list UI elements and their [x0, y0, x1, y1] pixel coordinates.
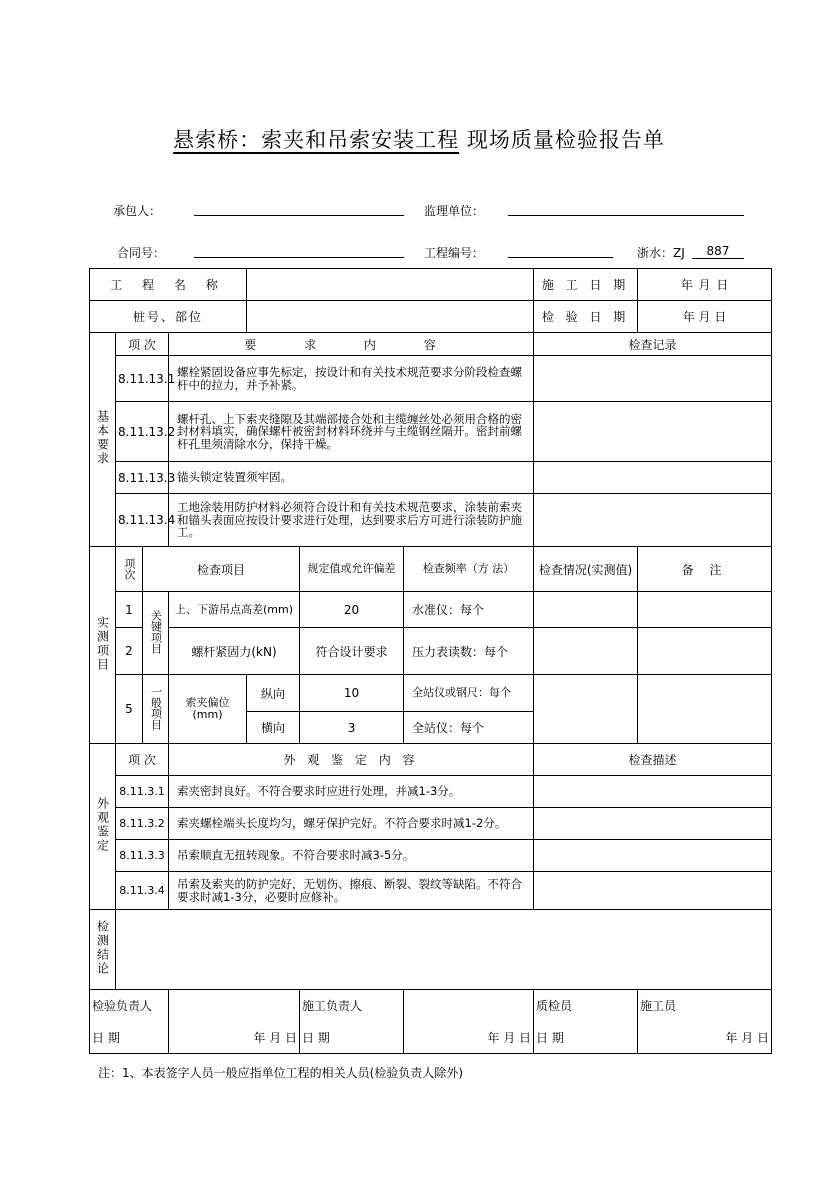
basic-section-label [90, 333, 116, 547]
basic-col-record: 检查记录 [534, 333, 772, 356]
measured-col-spec: 规定值或允许偏差 [300, 547, 404, 592]
basic-row-no: 8.11.13.3 [116, 462, 169, 494]
appearance-row-text: 吊索及索夹的防护完好，无划伤、擦痕、断裂、裂纹等缺陷。不符合要求时减1-3分，必要时应修补。 [169, 872, 534, 910]
basic-row-record[interactable] [534, 356, 772, 402]
sig-date-label: 日 期 [300, 1022, 404, 1054]
inspection-table [89, 268, 772, 1054]
sig-worker-label [638, 990, 772, 1022]
contract-no-field[interactable] [194, 257, 404, 258]
measured-row-sub: 纵向 [247, 675, 300, 712]
supervisor-label: 监理单位： [424, 204, 485, 218]
appearance-col-desc: 检查描述 [534, 744, 772, 776]
measured-row-freq: 全站仪或钢尺：每个 [404, 675, 534, 712]
measured-row-freq: 水准仪：每个 [404, 592, 534, 628]
conclusion-text: 检测结论 [95, 920, 110, 976]
basic-col-content: 要 求 内 容 [169, 333, 534, 356]
basic-section-text: 基本要求 [95, 410, 110, 466]
appearance-row-no: 8.11.3.2 [116, 808, 169, 840]
sig-worker-text: 施工员 [640, 999, 677, 1014]
project-name-label: 工 程 名 称 [90, 269, 247, 301]
appearance-row-no: 8.11.3.4 [116, 872, 169, 910]
sig-inspector-label: 检验负责人 [90, 990, 169, 1022]
basic-row-text: 螺杆孔、上下索夹缝隙及其端部接合处和主缆缠丝处必须用合格的密封材料填实，确保螺杆被密封材料环绕并与主缆钢丝隔开。密封前螺杆孔里须清除水分，保持干燥。 [169, 402, 534, 462]
basic-row-no: 8.11.13.1 [116, 356, 169, 402]
measured-row-spec: 符合设计要求 [300, 628, 404, 675]
basic-row-text: 螺栓紧固设备应事先标定，按设计和有关技术规范要求分阶段检查螺杆中的拉力，并予补紧。 [169, 356, 534, 402]
measured-col-result: 检查情况(实测值) [534, 547, 638, 592]
serial-label: 浙水：ZJ [637, 246, 685, 260]
measured-col-no: 项次 [116, 547, 143, 592]
measured-row-no: 1 [116, 592, 143, 628]
key-items-label [143, 592, 169, 675]
sig-construction-value[interactable] [404, 990, 534, 1022]
contract-no-label: 合同号： [117, 246, 166, 260]
measured-row-item: 螺杆紧固力(kN) [169, 628, 300, 675]
project-name-value[interactable] [247, 269, 534, 301]
measured-row-spec: 3 [300, 712, 404, 744]
measured-row-item: 索夹偏位(mm) [169, 675, 247, 744]
appearance-row-desc[interactable] [534, 872, 772, 910]
appearance-col-content: 外 观 鉴 定 内 容 [169, 744, 534, 776]
conclusion-label [90, 910, 116, 990]
basic-col-item: 项 次 [116, 333, 169, 356]
general-items-text: 一般项目 [149, 685, 163, 730]
construction-date-value[interactable]: 年 月 日 [638, 269, 772, 301]
measured-row-spec: 20 [300, 592, 404, 628]
measured-row-remark[interactable] [638, 592, 772, 628]
key-items-text: 关键项目 [149, 609, 163, 654]
serial-value[interactable]: 887 [692, 244, 744, 259]
measured-row-sub: 横向 [247, 712, 300, 744]
sig-construction-label: 施工负责人 [300, 990, 404, 1022]
sig-date-value[interactable]: 年 月 日 [638, 1022, 772, 1054]
construction-date-label: 施 工 日 期 [534, 269, 638, 301]
project-no-field[interactable] [508, 257, 613, 258]
measured-row-result[interactable] [534, 675, 638, 744]
project-no-label: 工程编号： [424, 246, 485, 260]
sig-qc-label: 质检员 [534, 990, 638, 1022]
appearance-row-desc[interactable] [534, 840, 772, 872]
inspection-date-value[interactable]: 年 月 日 [638, 301, 772, 333]
sig-date-value[interactable]: 年 月 日 [169, 1022, 300, 1054]
measured-row-result[interactable] [534, 628, 638, 675]
measured-row-no: 5 [116, 675, 143, 744]
appearance-row-desc[interactable] [534, 776, 772, 808]
measured-col-item: 检查项目 [143, 547, 300, 592]
contractor-field[interactable] [194, 215, 404, 216]
sig-inspector-value[interactable] [169, 990, 300, 1022]
measured-row-item: 上、下游吊点高差(mm) [169, 592, 300, 628]
appearance-row-desc[interactable] [534, 808, 772, 840]
measured-row-remark[interactable] [638, 675, 772, 744]
appearance-row-text: 吊索顺直无扭转现象。不符合要求时减3-5分。 [169, 840, 534, 872]
appearance-col-item: 项 次 [116, 744, 169, 776]
basic-row-text: 工地涂装用防护材料必须符合设计和有关技术规范要求，涂装前索夹和锚头表面应按设计要求进行处理，达到要求后方可进行涂装防护施工。 [169, 494, 534, 547]
basic-row-text: 锚头锁定装置须牢固。 [169, 462, 534, 494]
measured-row-freq: 压力表读数：每个 [404, 628, 534, 675]
appearance-section-label [90, 744, 116, 910]
conclusion-value[interactable] [116, 910, 772, 990]
title-rest: 现场质量检验报告单 [466, 128, 665, 152]
measured-row-no: 2 [116, 628, 143, 675]
pile-value[interactable] [247, 301, 534, 333]
appearance-row-no: 8.11.3.3 [116, 840, 169, 872]
supervisor-field[interactable] [508, 215, 744, 216]
basic-row-record[interactable] [534, 462, 772, 494]
appearance-row-text: 索夹螺栓端头长度均匀，螺牙保护完好。不符合要求时减1-2分。 [169, 808, 534, 840]
page-title [0, 124, 838, 154]
appearance-row-text: 索夹密封良好。不符合要求时应进行处理，并减1-3分。 [169, 776, 534, 808]
footnote: 注：1、本表签字人员一般应指单位工程的相关人员(检验负责人除外) [98, 1066, 464, 1080]
measured-section-label [90, 547, 116, 744]
general-items-label [143, 675, 169, 744]
title-underlined: 悬索桥：索夹和吊索安装工程 [173, 128, 460, 152]
measured-col-freq: 检查频率（方 法） [404, 547, 534, 592]
inspection-date-label: 检 验 日 期 [534, 301, 638, 333]
appearance-row-no: 8.11.3.1 [116, 776, 169, 808]
sig-date-label: 日 期 [534, 1022, 638, 1054]
basic-row-no: 8.11.13.2 [116, 402, 169, 462]
measured-row-result[interactable] [534, 592, 638, 628]
measured-row-freq: 全站仪：每个 [404, 712, 534, 744]
measured-row-remark[interactable] [638, 628, 772, 675]
basic-row-no: 8.11.13.4 [116, 494, 169, 547]
basic-row-record[interactable] [534, 494, 772, 547]
measured-row-spec: 10 [300, 675, 404, 712]
appearance-section-text: 外观鉴定 [95, 797, 110, 853]
measured-col-remark: 备 注 [638, 547, 772, 592]
contractor-label: 承包人： [113, 204, 162, 218]
measured-section-text: 实测项目 [95, 615, 110, 672]
sig-date-value[interactable]: 年 月 日 [404, 1022, 534, 1054]
pile-label: 桩号、部位 [90, 301, 247, 333]
basic-row-record[interactable] [534, 402, 772, 462]
sig-date-label: 日 期 [90, 1022, 169, 1054]
